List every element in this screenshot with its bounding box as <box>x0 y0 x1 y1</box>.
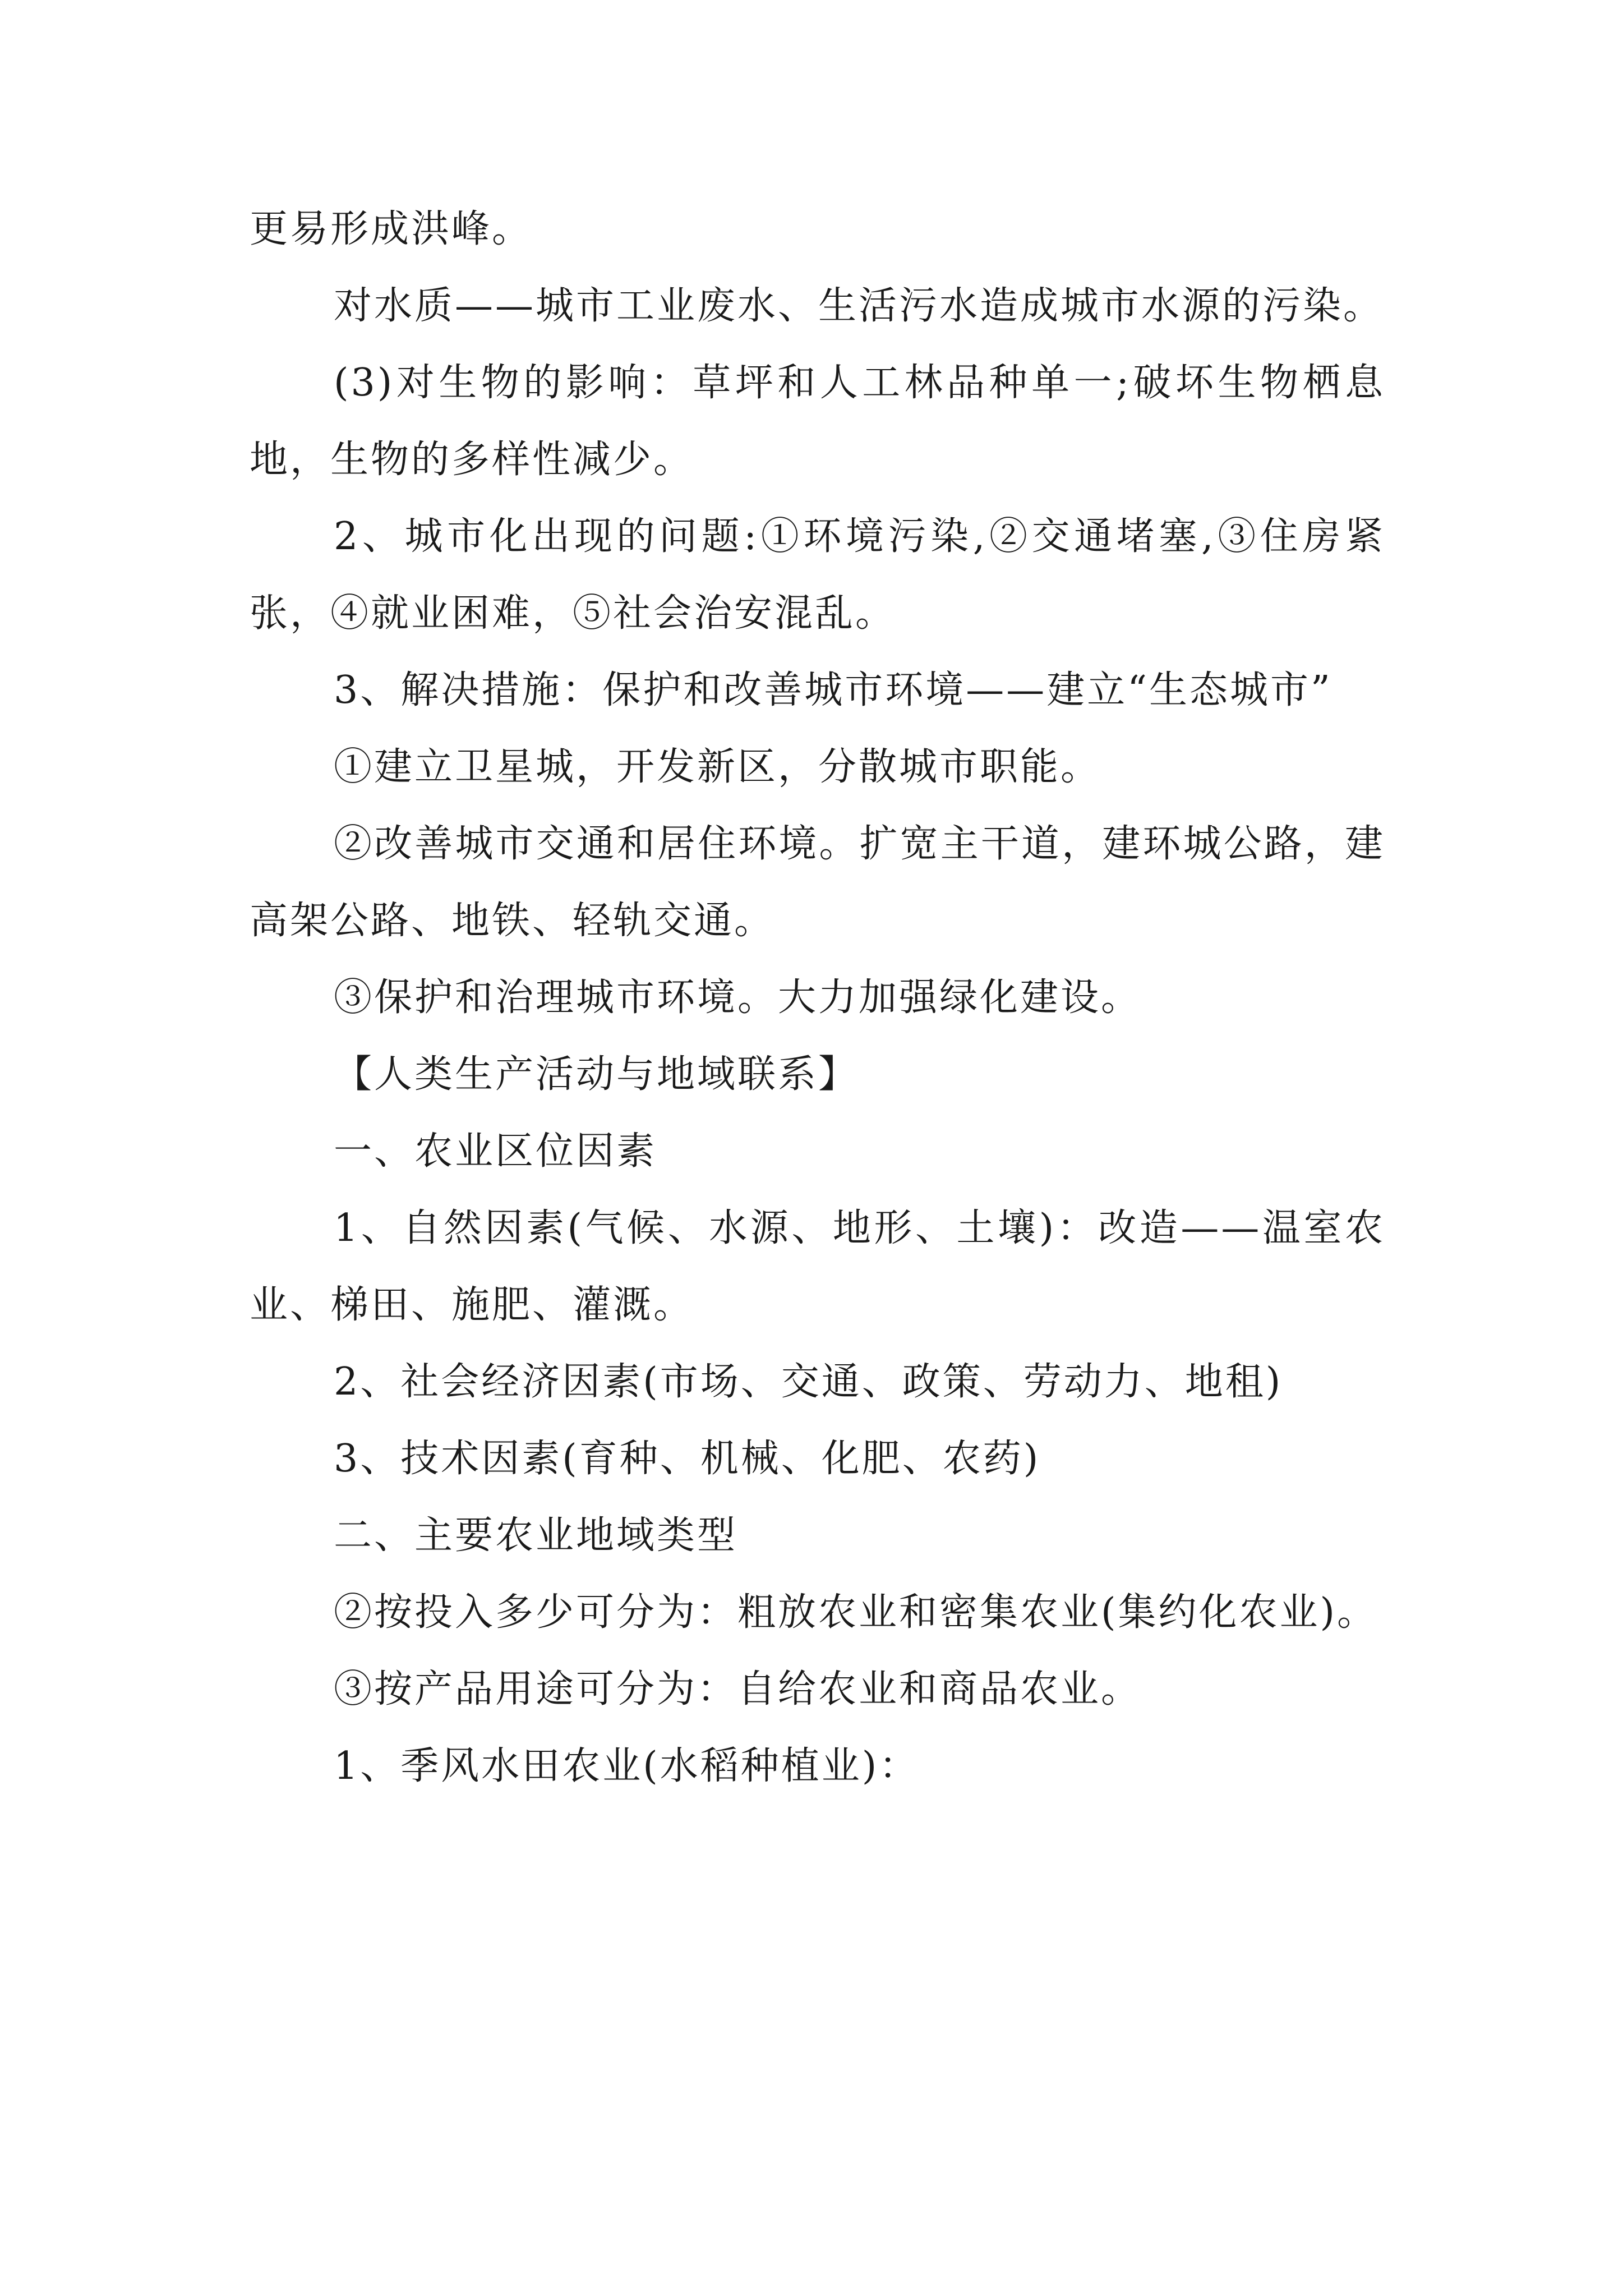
document-body <box>250 191 1385 1805</box>
paragraph-15: ②按投入多少可分为：粗放农业和密集农业(集约化农业)。 <box>334 1590 1378 1635</box>
paragraph-7: ②改善城市交通和居住环境。扩宽主干道，建环城公路，建高架公路、地铁、轻轨交通。 <box>250 822 1385 943</box>
paragraph-8: ③保护和治理城市环境。大力加强绿化建设。 <box>334 976 1142 1020</box>
paragraph-13: 3、技术因素(育种、机械、化肥、农药) <box>334 1437 1041 1481</box>
paragraph-5: 3、解决措施：保护和改善城市环境——建立“生态城市” <box>334 668 1332 712</box>
section-heading: 【人类生产活动与地域联系】 <box>334 1052 859 1097</box>
paragraph-2: 对水质——城市工业废水、生活污水造成城市水源的污染。 <box>334 284 1384 328</box>
paragraph-16: ③按产品用途可分为：自给农业和商品农业。 <box>334 1667 1142 1711</box>
paragraph-14: 二、主要农业地域类型 <box>334 1513 738 1558</box>
paragraph-6: ①建立卫星城，开发新区，分散城市职能。 <box>334 745 1101 789</box>
paragraph-1: 更易形成洪峰。 <box>250 207 533 251</box>
paragraph-4: 2、城市化出现的问题:①环境污染,②交通堵塞,③住房紧张，④就业困难，⑤社会治安混乱。 <box>250 514 1385 636</box>
paragraph-12: 2、社会经济因素(市场、交通、政策、劳动力、地租) <box>334 1360 1283 1404</box>
paragraph-10: 一、农业区位因素 <box>334 1129 657 1174</box>
paragraph-3: (3)对生物的影响：草坪和人工林品种单一;破坏生物栖息地，生物的多样性减少。 <box>250 361 1385 482</box>
paragraph-11: 1、自然因素(气候、水源、地形、土壤)：改造——温室农业、梯田、施肥、灌溉。 <box>250 1206 1385 1327</box>
paragraph-17: 1、季风水田农业(水稻种植业)： <box>334 1744 920 1788</box>
